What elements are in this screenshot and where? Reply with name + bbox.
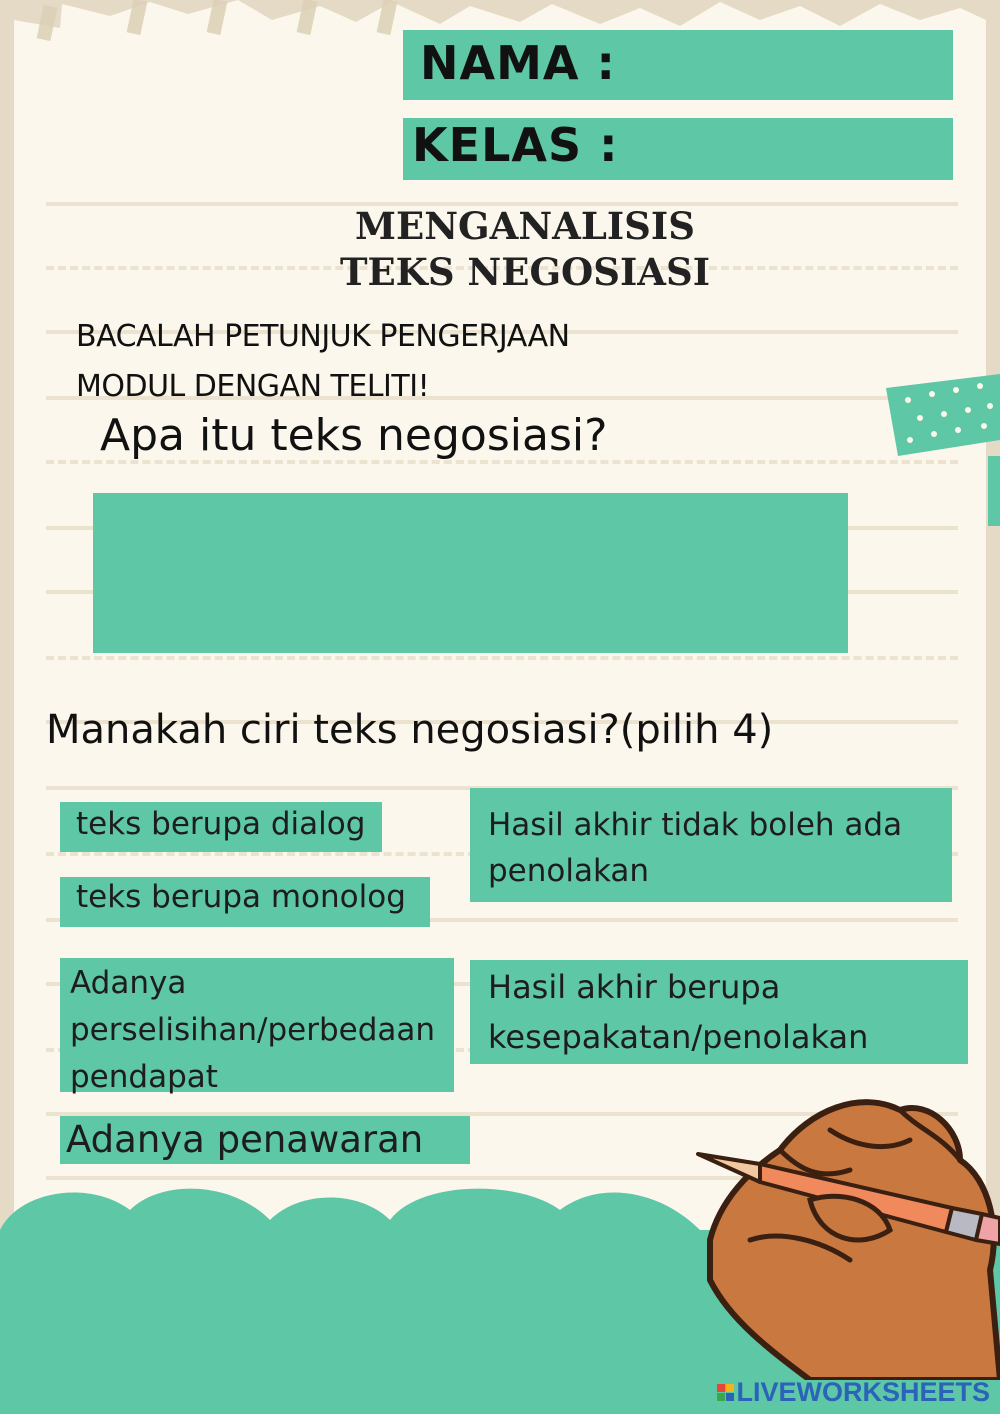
- watermark-text: LIVEWORKSHEETS: [736, 1377, 990, 1407]
- option-line: teks berupa monolog: [76, 879, 406, 915]
- tape-decoration: [880, 370, 1000, 530]
- question-1-answer-box[interactable]: [93, 493, 848, 653]
- option-teks-berupa-monolog[interactable]: [60, 877, 430, 927]
- class-label: KELAS :: [412, 118, 619, 172]
- liveworksheets-logo-icon: [717, 1384, 734, 1401]
- hand-pencil-illustration: [690, 1090, 1000, 1380]
- option-line: perselisihan/perbedaan: [70, 1012, 436, 1048]
- option-line: teks berupa dialog: [76, 806, 366, 842]
- question-1-text: Apa itu teks negosiasi?: [100, 410, 608, 461]
- ruled-line: [46, 656, 958, 660]
- option-line: Adanya penawaran: [66, 1118, 424, 1161]
- title-line-1: MENGANALISIS: [355, 204, 695, 248]
- option-teks-berupa-dialog[interactable]: [60, 802, 382, 852]
- option-line: Hasil akhir berupa: [488, 968, 781, 1006]
- title-line-2: TEKS NEGOSIASI: [339, 250, 711, 294]
- question-2-text: Manakah ciri teks negosiasi?(pilih 4): [46, 707, 774, 753]
- option-line: kesepakatan/penolakan: [488, 1018, 869, 1056]
- option-adanya-perselisihan[interactable]: [60, 958, 454, 1095]
- instruction-text: [76, 312, 776, 412]
- instruction-line-2: MODUL DENGAN TELITI!: [76, 369, 430, 404]
- liveworksheets-watermark: [717, 1377, 990, 1408]
- option-line: Hasil akhir tidak boleh ada: [488, 807, 903, 843]
- option-hasil-akhir-kesepakatan[interactable]: [470, 960, 968, 1064]
- option-line: pendapat: [70, 1059, 218, 1095]
- option-hasil-akhir-tidak-boleh-penolakan[interactable]: [470, 788, 952, 902]
- name-label: NAMA :: [420, 36, 616, 90]
- instruction-line-1: BACALAH PETUNJUK PENGERJAAN: [76, 319, 570, 354]
- option-line: Adanya: [70, 965, 187, 1001]
- page-title: [300, 203, 750, 295]
- option-line: penolakan: [488, 853, 650, 889]
